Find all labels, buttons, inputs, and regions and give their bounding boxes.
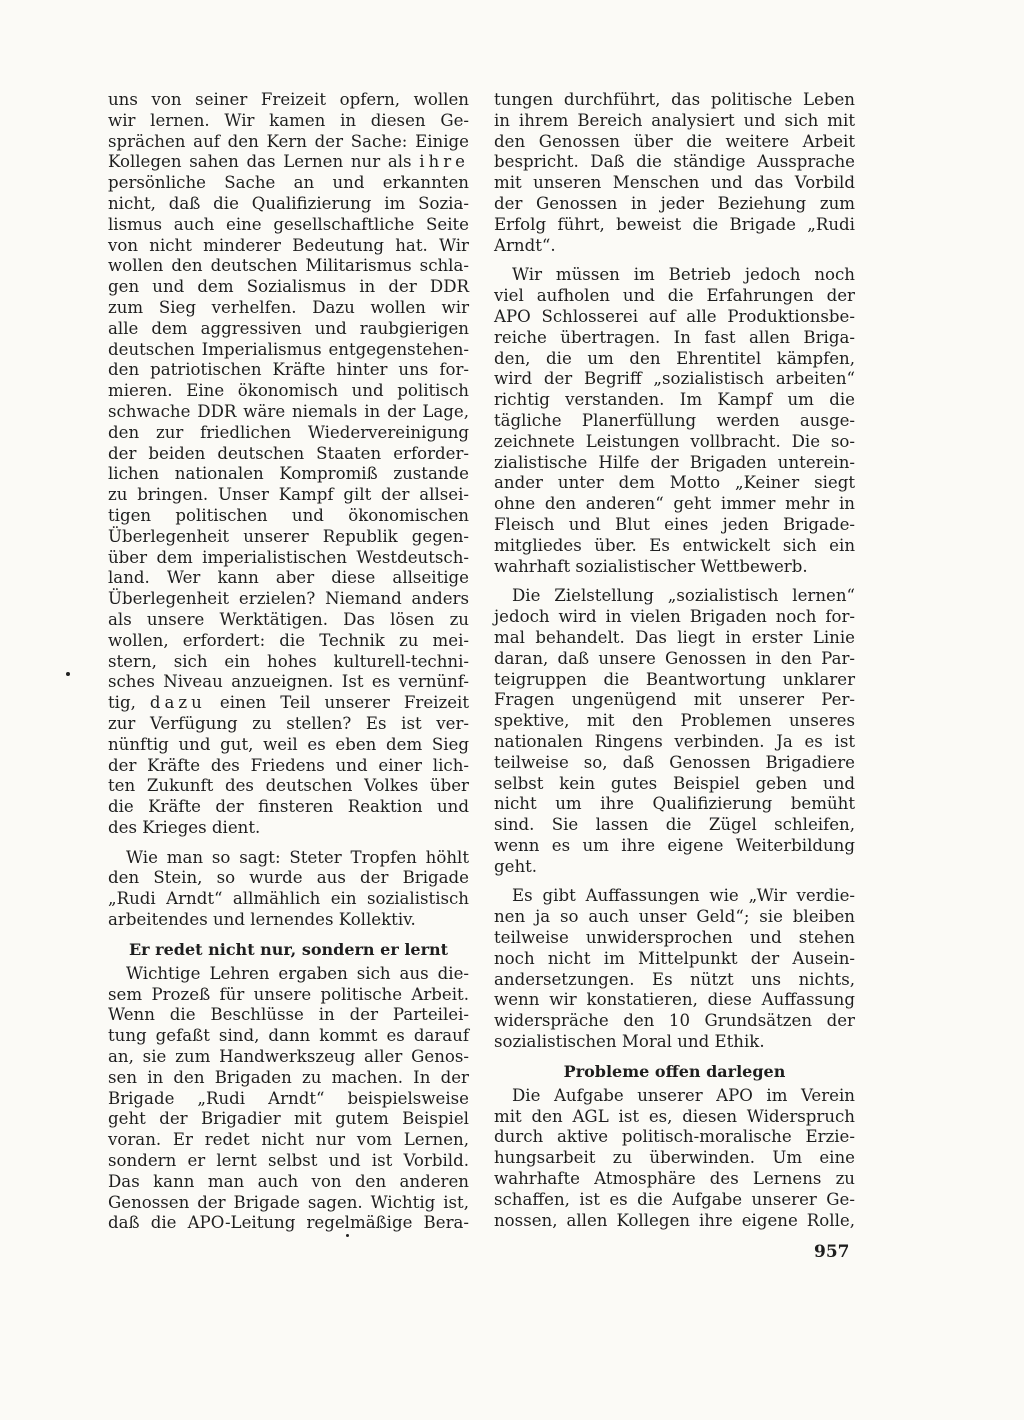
text-line: sprächen auf den Kern der Sache: Einige — [108, 131, 469, 151]
text-line: nicht, daß die Qualifizierung im Sozia- — [108, 193, 469, 213]
text-run: tig, — [108, 693, 136, 713]
text-line: tägliche Planerfüllung werden ausge- — [494, 410, 855, 430]
text-line — [108, 693, 469, 714]
text-line: mitgliedes über. Es entwickelt sich ein — [494, 535, 855, 555]
text-line: sondern er lernt selbst und ist Vorbild. — [108, 1151, 469, 1171]
text-line: sozialistischen Moral und Ethik. — [494, 1032, 765, 1052]
text-line: geht der Brigadier mit gutem Beispiel — [108, 1109, 469, 1129]
text-line: ohne den anderen“ geht immer mehr in — [494, 494, 855, 514]
text-line: mit den AGL ist es, diesen Widerspruch — [494, 1106, 855, 1126]
text-line: wenn es um ihre eigene Weiterbildung — [494, 835, 855, 855]
text-line: den patriotischen Kräfte hinter uns for- — [108, 360, 469, 380]
text-line: zeichnete Leistungen vollbracht. Die so- — [494, 431, 855, 451]
paragraph — [108, 90, 469, 839]
text-line: Fragen ungenügend mit unserer Per- — [494, 690, 855, 710]
text-line: schaffen, ist es die Aufgabe unserer Ge- — [494, 1189, 855, 1209]
paragraph — [108, 964, 469, 1234]
text-line: der beiden deutschen Staaten erforder- — [108, 443, 469, 463]
text-line: ten Zukunft des deutschen Volkes über — [108, 776, 469, 796]
text-line: die Kräfte der finsteren Reaktion und — [108, 797, 469, 817]
text-line: richtig verstanden. Im Kampf um die — [494, 390, 855, 410]
text-line: alle dem aggressiven und raubgierigen — [108, 318, 469, 338]
ink-speck — [346, 1234, 349, 1237]
text-line: nicht um ihre Qualifizierung bemüht — [494, 794, 855, 814]
text-line: den, die um den Ehrentitel kämpfen, — [494, 348, 855, 368]
text-line: zur Verfügung zu stellen? Es ist ver- — [108, 713, 469, 733]
text-line: durch aktive politisch-moralische Erzie- — [494, 1127, 855, 1147]
paragraph — [494, 265, 855, 577]
text-line: sches Niveau anzueignen. Ist es vernünf- — [108, 672, 469, 692]
left-column — [108, 90, 469, 1234]
text-line: des Krieges dient. — [108, 817, 261, 837]
text-line: Genossen der Brigade sagen. Wichtig ist, — [108, 1192, 469, 1212]
text-line: Brigade „Rudi Arndt“ beispielsweise — [108, 1088, 469, 1108]
text-line: der Genossen in jeder Beziehung zum — [494, 193, 855, 213]
text-line: Fleisch und Blut eines jeden Brigade- — [494, 514, 855, 534]
text-line: ander unter dem Motto „Keiner siegt — [494, 473, 855, 493]
text-line: nen ja so auch unser Geld“; sie bleiben — [494, 907, 855, 927]
text-line: sem Prozeß für unsere politische Arbeit. — [108, 984, 469, 1004]
paragraph — [494, 1086, 855, 1232]
text-line: zialistische Hilfe der Brigaden unterein- — [494, 452, 855, 472]
text-line: mal behandelt. Das liegt in erster Linie — [494, 627, 855, 647]
text-line: Die Aufgabe unserer APO im Verein — [512, 1085, 855, 1105]
text-line: tigen politischen und ökonomischen — [108, 505, 469, 525]
text-run: einen Teil unserer Freizeit — [219, 693, 469, 713]
text-line: lismus auch eine gesellschaftliche Seite — [108, 214, 469, 234]
text-line: als unsere Werktätigen. Das lösen zu — [108, 609, 469, 629]
text-line: andersetzungen. Es nützt uns nichts, — [494, 969, 855, 989]
text-line: selbst kein gutes Beispiel geben und — [494, 773, 855, 793]
text-line: teilweise so, daß Genossen Brigadiere — [494, 752, 855, 772]
text-line: an, sie zum Handwerkszeug aller Genos- — [108, 1047, 469, 1067]
text-line: Arndt“. — [494, 235, 556, 255]
text-line: in ihrem Bereich analysiert und sich mit — [494, 110, 855, 130]
text-line: hungsarbeit zu überwinden. Um eine — [494, 1148, 855, 1168]
text-run: Kollegen sahen das Lernen nur als — [108, 152, 412, 172]
text-line: wollen den deutschen Militarismus schla- — [108, 256, 469, 276]
ink-speck — [66, 672, 70, 676]
text-line: tung gefaßt sind, dann kommt es darauf — [108, 1026, 469, 1046]
text-line: mit unseren Menschen und das Vorbild — [494, 173, 855, 193]
text-line: den zur friedlichen Wiedervereinigung — [108, 422, 469, 442]
text-line: von nicht minderer Bedeutung hat. Wir — [108, 235, 469, 255]
paragraph — [494, 586, 855, 877]
text-line: nationalen Ringens verbinden. Ja es ist — [494, 731, 855, 751]
emphasis-text: dazu — [149, 693, 206, 713]
text-line: daran, daß unsere Genossen in den Par- — [494, 648, 855, 668]
page-number: 957 — [814, 1242, 850, 1262]
text-line: daß die APO-Leitung regelmäßige Bera- — [108, 1213, 469, 1233]
text-line: mieren. Eine ökonomisch und politisch — [108, 381, 469, 401]
text-line: widerspräche den 10 Grundsätzen der — [494, 1011, 855, 1031]
text-line: Wenn die Beschlüsse in der Parteilei- — [108, 1005, 469, 1025]
text-line: Wichtige Lehren ergaben sich aus die- — [126, 963, 469, 983]
text-line: viel aufholen und die Erfahrungen der — [494, 286, 855, 306]
text-line: bespricht. Daß die ständige Aussprache — [494, 152, 855, 172]
text-line: geht. — [494, 856, 538, 876]
text-line: den Genossen über die weitere Arbeit — [494, 131, 855, 151]
text-line: sen in den Brigaden zu machen. In der — [108, 1067, 469, 1087]
text-line: tungen durchführt, das politische Leben — [494, 90, 855, 109]
text-line: Es gibt Auffassungen wie „Wir verdie- — [512, 886, 855, 906]
text-line: wird der Begriff „sozialistisch arbeiten“ — [494, 369, 855, 389]
text-line: land. Wer kann aber diese allseitige — [108, 568, 469, 588]
text-line: Erfolg führt, beweist die Brigade „Rudi — [494, 214, 855, 234]
paragraph — [494, 886, 855, 1052]
text-line: stern, sich ein hohes kulturell-techni- — [108, 651, 469, 671]
text-line: uns von seiner Freizeit opfern, wollen — [108, 90, 469, 109]
section-heading: Probleme offen darlegen — [563, 1061, 786, 1081]
text-line: wenn wir konstatieren, diese Auffassung — [494, 990, 855, 1010]
text-line — [108, 152, 469, 173]
text-line: den Stein, so wurde aus der Brigade — [108, 868, 469, 888]
paragraph — [108, 848, 469, 931]
text-line: reiche übertragen. In fast allen Briga- — [494, 327, 855, 347]
text-line: Wir müssen im Betrieb jedoch noch — [512, 265, 855, 285]
text-line: nossen, allen Kollegen ihre eigene Rolle, — [494, 1210, 855, 1230]
text-line: Die Zielstellung „sozialistisch lernen“ — [512, 586, 855, 606]
emphasis-text: ihre — [419, 152, 469, 172]
text-line: wir lernen. Wir kamen in diesen Ge- — [108, 110, 469, 130]
text-line: sind. Sie lassen die Zügel schleifen, — [494, 815, 855, 835]
right-column — [494, 90, 855, 1231]
section-heading: Er redet nicht nur, sondern er lernt — [128, 939, 449, 959]
text-line: der Kräfte des Friedens und einer lich- — [108, 755, 469, 775]
text-line: gen und dem Sozialismus in der DDR — [108, 277, 469, 297]
text-line: Überlegenheit unserer Republik gegen- — [108, 526, 469, 546]
text-line: arbeitendes und lernendes Kollektiv. — [108, 910, 416, 930]
paragraph — [494, 90, 855, 256]
text-line: schwache DDR wäre niemals in der Lage, — [108, 401, 469, 421]
text-line: zum Sieg verhelfen. Dazu wollen wir — [108, 297, 469, 317]
text-line: teigruppen die Beantwortung unklarer — [494, 669, 855, 689]
text-line: wahrhaft sozialistischer Wettbewerb. — [494, 556, 808, 576]
text-line: Wie man so sagt: Steter Tropfen höhlt — [126, 847, 469, 867]
text-line: spektive, mit den Problemen unseres — [494, 711, 855, 731]
text-line: zu bringen. Unser Kampf gilt der allsei- — [108, 485, 469, 505]
text-line: „Rudi Arndt“ allmählich ein sozialistisch — [108, 889, 469, 909]
text-line: über dem imperialistischen Westdeutsch- — [108, 547, 469, 567]
text-line: deutschen Imperialismus entgegenstehen- — [108, 339, 469, 359]
text-line: wahrhafte Atmosphäre des Lernens zu — [494, 1169, 855, 1189]
text-line: persönliche Sache an und erkannten — [108, 173, 469, 193]
text-line: nünftig und gut, weil es eben dem Sieg — [108, 734, 469, 754]
text-line: voran. Er redet nicht nur vom Lernen, — [108, 1130, 469, 1150]
text-line: Das kann man auch von den anderen — [108, 1171, 469, 1191]
text-line: noch nicht im Mittelpunkt der Ausein- — [494, 948, 855, 968]
text-line: jedoch wird in vielen Brigaden noch for- — [494, 607, 855, 627]
text-line: APO Schlosserei auf alle Produktionsbe- — [494, 306, 855, 326]
text-line: teilweise unwidersprochen und stehen — [494, 928, 855, 948]
text-line: wollen, erfordert: die Technik zu mei- — [108, 630, 469, 650]
text-line: lichen nationalen Kompromiß zustande — [108, 464, 469, 484]
text-line: Überlegenheit erzielen? Niemand anders — [108, 589, 469, 609]
